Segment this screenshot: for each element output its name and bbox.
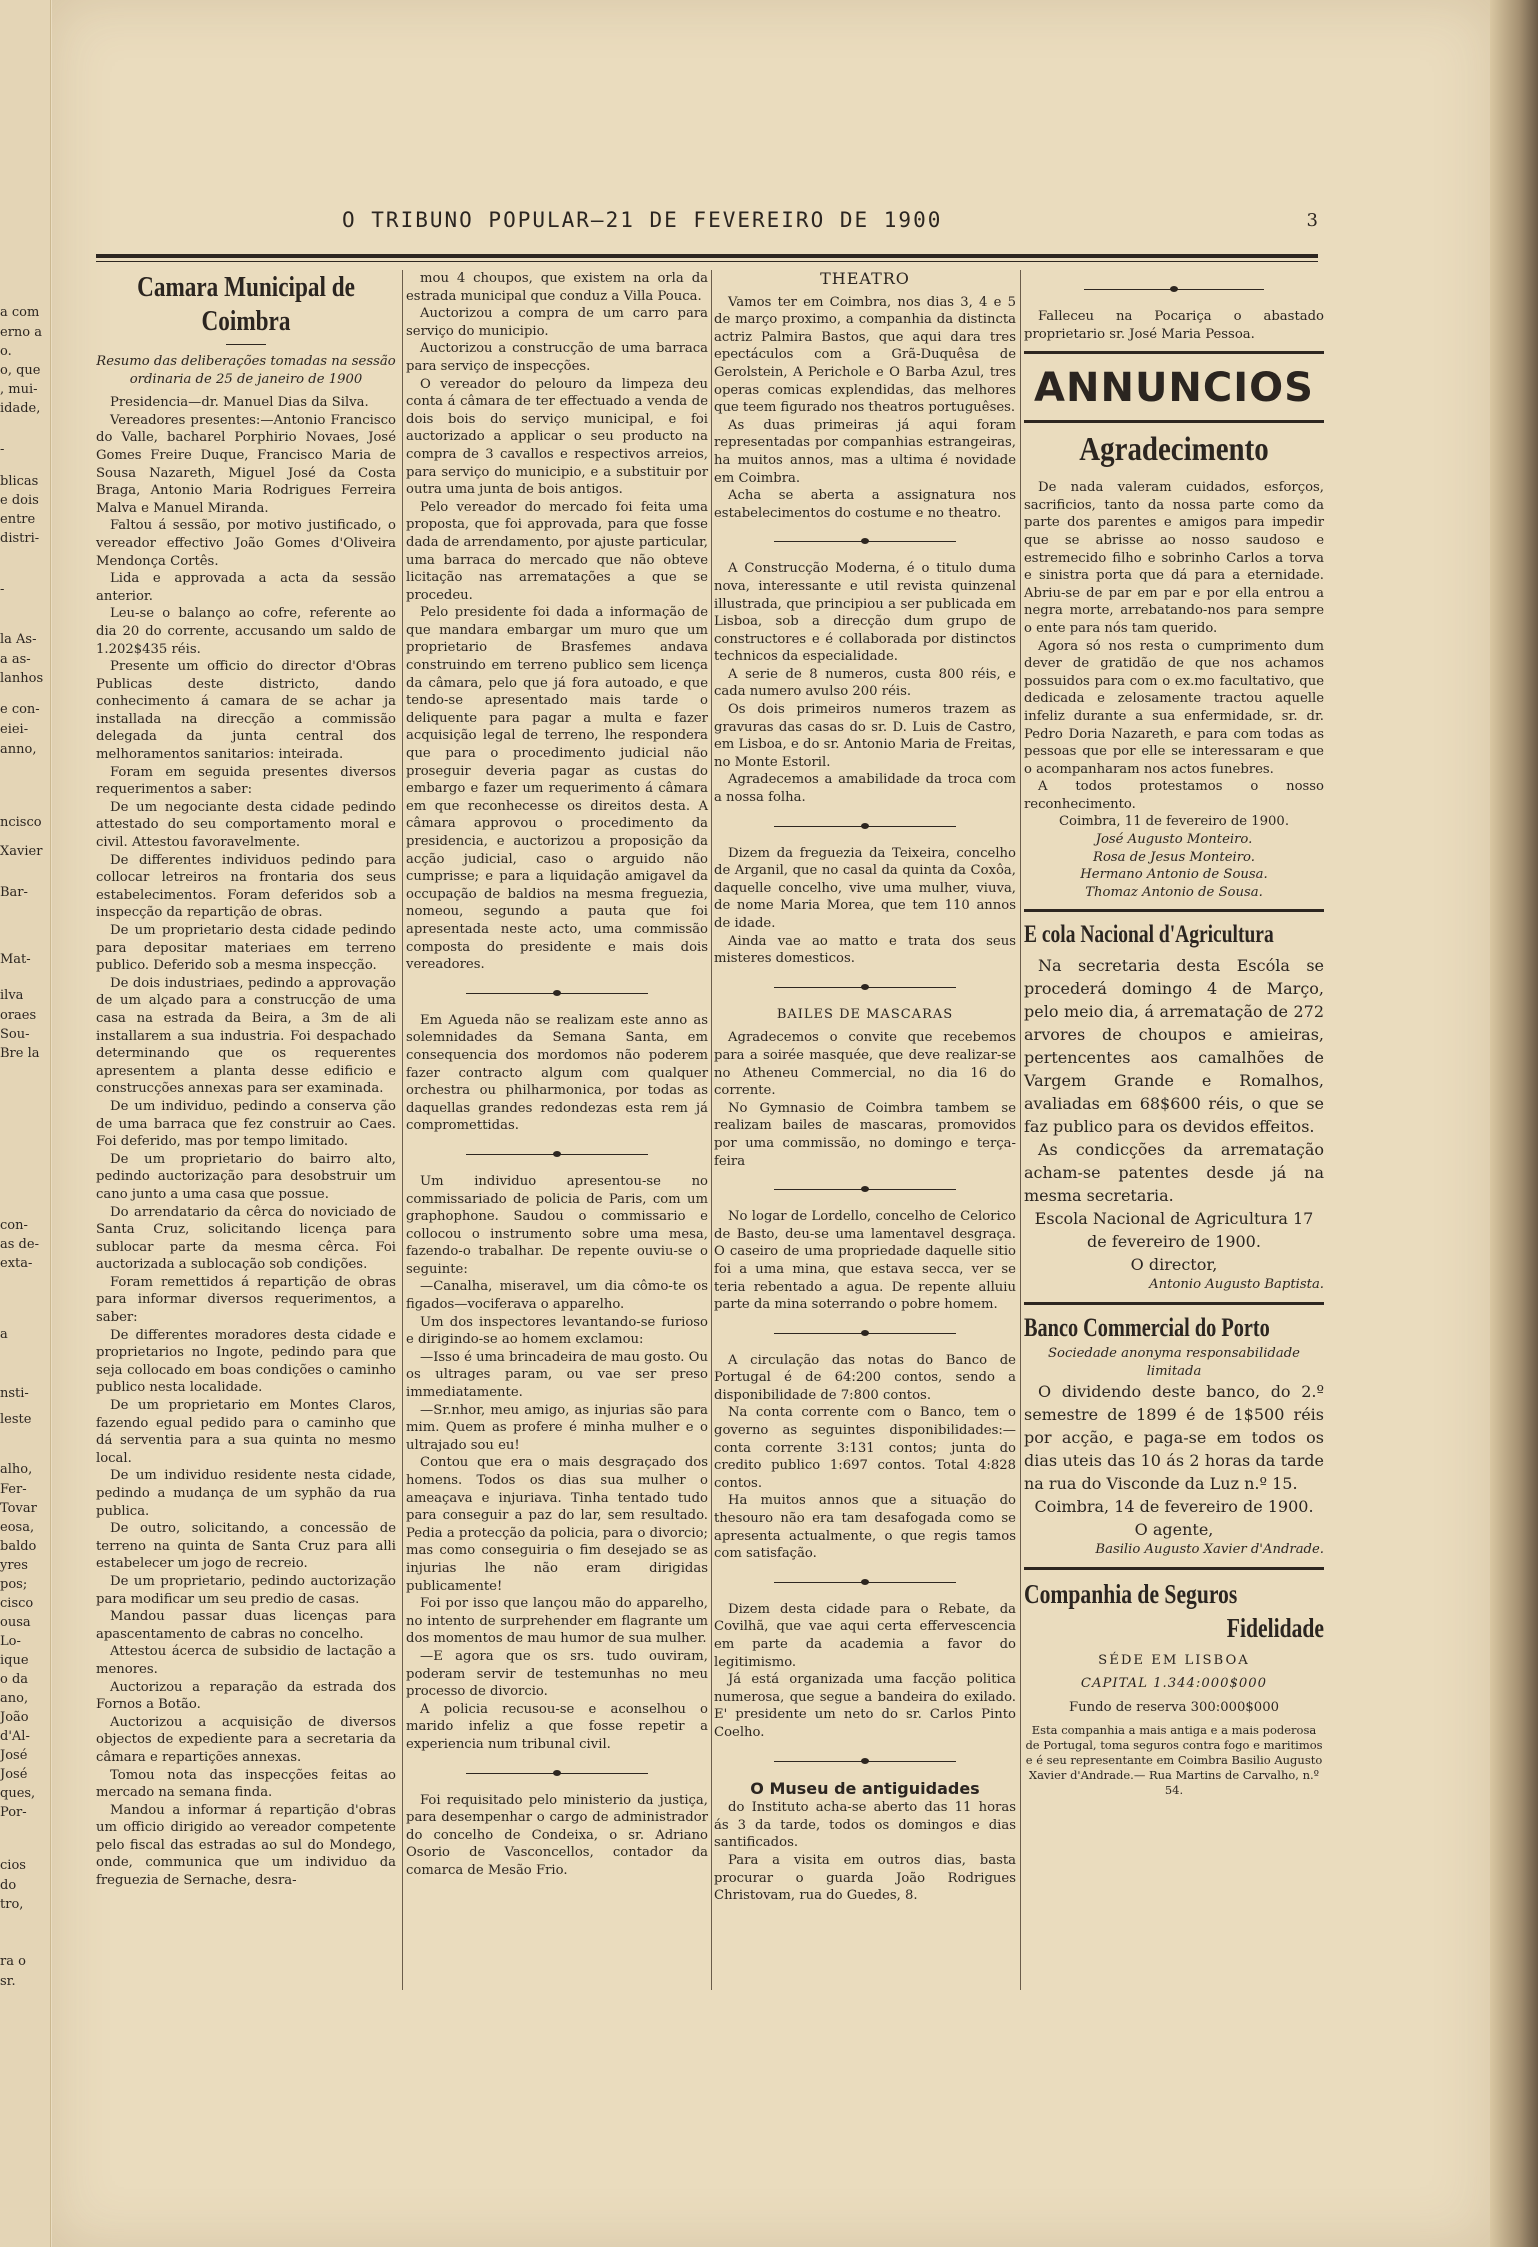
left-margin-fragment: eosa, — [0, 1520, 35, 1535]
left-margin-fragment: o. — [0, 344, 12, 359]
paragraph: A policia recusou-se e aconselhou o marido infeliz a que fosse repetir a experiencia num tribunal civil. — [406, 1701, 708, 1752]
left-margin-fragment: ncisco — [0, 815, 42, 830]
left-margin-fragment: anno, — [0, 742, 37, 757]
paragraph: De um proprietario, pedindo auctorização para modificar um seu predio de casas. — [96, 1573, 396, 1607]
column-camara — [96, 270, 396, 1890]
paragraph: Foram em seguida presentes diversos requerimentos a saber: — [96, 764, 396, 798]
page-edge-shadow — [1490, 0, 1538, 2247]
left-margin-fragment: as de- — [0, 1237, 39, 1252]
left-margin-fragment: José — [0, 1767, 28, 1782]
paragraph: De um individuo, pedindo a conserva ção de uma barraca que fez construir ao Caes. Foi deferido, mas por tempo limitado. — [96, 1098, 396, 1150]
paragraph: Ainda vae ao matto e trata dos seus misteres domesticos. — [714, 933, 1016, 967]
left-margin-fragment: o da — [0, 1672, 29, 1687]
left-margin-fragment: a com — [0, 305, 40, 320]
left-margin-fragment: ousa — [0, 1615, 31, 1630]
paragraph: Thomaz Antonio de Sousa. — [1085, 884, 1263, 900]
graphophone-article — [406, 1173, 708, 1754]
left-margin-fragment: pos; — [0, 1577, 28, 1592]
ad-rule — [1024, 1567, 1324, 1570]
agradecimento-body — [1024, 479, 1324, 813]
paragraph: Pelo presidente foi dada a informação de que mandara embargar um muro que um proprietario de Brasfemes andava construindo em terreno publico sem licença da câmara, pelo que já fora autoado, e que tendo-se apresentado mais tarde o deliquente para pagar a multa e fazer acquisição legal de terreno, lhe respondera que para o procedimento judicial não proseguir deveria pagar as custas do embargo e fazer um requerimento á câmara em que reconhecesse os direitos desta. A câmara approvou o procedimento da presidencia, e auctorizou a proposição da acção judicial, caso o arguido não cumprisse; e para a liquidação amigavel da occupação de baldios na mesma freguezia, nomeou, segundo a pauta que foi apresentada neste acto, uma commissão composta do presidente e mais dois vereadores. — [406, 605, 708, 973]
paragraph: Do arrendatario da cêrca do noviciado de Santa Cruz, solicitando licença para sublocar parte da mesma cêrca. Foi auctorizada a sublocação sob condições. — [96, 1204, 396, 1273]
paragraph: A Construcção Moderna, é o titulo duma nova, interessante e util revista quinzenal illustrada, que principiou a ser publicada em Lisboa, sob a direcção dum grupo de constructores e é collaborada por distinctos technicos da especialidade. — [714, 561, 1016, 665]
paragraph: Faltou á sessão, por motivo justificado, o vereador effectivo João Gomes d'Oliveira Mendonça Cortês. — [96, 518, 396, 569]
paragraph: No logar de Lordello, concelho de Celorico de Basto, deu-se uma lamentavel desgraça. O caseiro de uma propriedade daquelle sitio foi a uma mina, que estava secca, ver se teria rebentado a agua. De repente alluiu parte da mina soterrando o pobre homem. — [714, 1209, 1016, 1313]
separator — [714, 978, 1016, 996]
camara-body — [96, 394, 396, 1889]
construccao-article — [714, 560, 1016, 806]
companhia-sede: SÉDE EM LISBOA — [1098, 1652, 1250, 1668]
rebate-article — [714, 1601, 1016, 1742]
left-margin-fragment: Bre la — [0, 1046, 40, 1061]
left-margin-fragment: ilva — [0, 988, 24, 1003]
condeixa-article — [406, 1792, 708, 1880]
paragraph: Mandou passar duas licenças para apascentamento de cabras no concelho. — [96, 1609, 396, 1642]
left-margin-fragment: ique — [0, 1653, 29, 1668]
left-margin-fragment: entre — [0, 512, 36, 527]
obituary: Falleceu na Pocariça o abastado proprietario sr. José Maria Pessoa. — [1024, 309, 1324, 342]
left-margin-fragment: Tovar — [0, 1501, 37, 1516]
paragraph: Um individuo apresentou-se no commissariado de policia de Paris, com um graphophone. Saudou o commissario e collocou o instrumento sobre uma mesa, fazendo-o trabalhar. De repente ouviu-se o seguinte: — [406, 1173, 708, 1277]
camara-continuation — [406, 270, 708, 974]
page-number: 3 — [1306, 210, 1318, 231]
separator — [406, 1764, 708, 1782]
paragraph: Um dos inspectores levantando-se furioso e dirigindo-se ao homem exclamou: — [406, 1314, 708, 1348]
paragraph: Tomou nota das inspecções feitas ao mercado na semana finda. — [96, 1767, 396, 1801]
left-margin-fragment: yres — [0, 1558, 28, 1573]
banco-portugal-article — [714, 1352, 1016, 1563]
paragraph: De nada valeram cuidados, esforços, sacrificios, tanto da nossa parte como da parte dos parentes e amigos para impedir que se abrisse ao nosso saudoso e estremecido filho e sobrinho Carlos a torva e sinistra porta que dá para a eternidade. Abriu-se de par em par e por ella entrou a negra morte, arrebatando-nos para sempre o ente para nós tam querido. — [1024, 480, 1324, 636]
teixeira-article — [714, 845, 1016, 968]
paragraph: Já está organizada uma facção politica numerosa, que segue a bandeira do exilado. E' presidente um neto do sr. Carlos Pinto Coelho. — [714, 1672, 1016, 1740]
left-margin-fragment: nsti- — [0, 1386, 29, 1401]
separator — [406, 984, 708, 1002]
left-margin-fragment: leste — [0, 1412, 32, 1427]
masthead — [96, 208, 1318, 234]
paragraph: Acha se aberta a assignatura nos estabelecimentos do costume e no theatro. — [714, 488, 1016, 521]
paragraph: Na conta corrente com o Banco, tem o governo as seguintes disponibilidades:—conta corrente 3:131 contos; junta do credito publico 1:697 contos. Total 4:828 contos. — [714, 1405, 1016, 1491]
paragraph: Para a visita em outros dias, basta procurar o guarda João Rodrigues Christovam, rua do Guedes, 8. — [714, 1852, 1016, 1904]
paragraph: De um negociante desta cidade pedindo attestado do seu comportamento moral e civil. Attestou favoravelmente. — [96, 799, 396, 851]
paragraph: Lida e approvada a acta da sessão anterior. — [96, 571, 396, 604]
left-margin-fragment: Mat- — [0, 952, 31, 967]
separator — [714, 1752, 1016, 1770]
left-margin-fragment: Xavier — [0, 844, 43, 859]
left-margin-fragment: lanhos — [0, 671, 44, 686]
paragraph: De differentes moradores desta cidade e proprietarios no Ingote, pedindo para que seja collocado em boas condições o caminho publico nesta localidade. — [96, 1327, 396, 1396]
escola-signature: Antonio Augusto Baptista. — [1149, 1277, 1324, 1293]
paragraph: Mandou a informar á repartição d'obras um officio dirigido ao vereador competente pelo fiscal das estradas ao sul do Mondego, onde, communica que um individuo da freguezia de Sernache, desra- — [96, 1802, 396, 1889]
left-margin-fragment: - — [0, 442, 5, 457]
fidelidade-heading: Fidelidade — [1226, 1612, 1324, 1643]
left-margin-fragment: a as- — [0, 652, 31, 667]
left-margin-fragment: Fer- — [0, 1482, 27, 1497]
left-margin-fragment: Lo- — [0, 1634, 21, 1649]
paragraph: Foram remettidos á repartição de obras para informar diversos requerimentos, a saber: — [96, 1274, 396, 1326]
paragraph: Vereadores presentes:—Antonio Francisco do Valle, bacharel Porphirio Novaes, José Gomes Freire Duque, Francisco Maria de Sousa Nazareth, Miguel José da Costa Braga, Antonio Maria Rodrigues Ferreira Malva e Manuel Miranda. — [96, 412, 396, 516]
ad-rule — [1024, 420, 1324, 423]
separator — [714, 1573, 1016, 1591]
companhia-text: Esta companhia a mais antiga e a mais poderosa de Portugal, toma seguros contra fogo e maritimos e é seu representante em Coimbra Basilio Augusto Xavier d'Andrade.— Rua Martins de Carvalho, n.º 54. — [1025, 1722, 1323, 1797]
lordello-article — [714, 1208, 1016, 1314]
escola-role: O director, — [1130, 1255, 1218, 1275]
separator — [714, 817, 1016, 835]
left-margin-fragment: a — [0, 1327, 8, 1342]
paragraph: A circulação das notas do Banco de Portugal é de 64:200 contos, sendo a disponibilidade de 7:800 contos. — [714, 1352, 1016, 1403]
paragraph: Auctorizou a construcção de uma barraca para serviço de inspecções. — [406, 341, 708, 374]
left-margin-fragment: tro, — [0, 1897, 24, 1912]
left-margin-fragment: alho, — [0, 1462, 33, 1477]
paragraph: Foi por isso que lançou mão do apparelho, no intento de surprehender em flagrante um dos momentos de mau humor de sua mulher. — [406, 1596, 708, 1647]
agradecimento-date: Coimbra, 11 de fevereiro de 1900. — [1058, 814, 1290, 830]
left-margin-fragment: exta- — [0, 1256, 33, 1271]
paragraph: De um proprietario em Montes Claros, fazendo egual pedido para o caminho que dá serventia para a sua quinta no mesmo local. — [96, 1398, 396, 1466]
paragraph: A serie de 8 numeros, custa 800 réis, e cada numero avulso 200 réis. — [714, 666, 1016, 700]
agueda-article — [406, 1012, 708, 1135]
paragraph: Auctorizou a reparação da estrada dos Fornos a Botão. — [96, 1679, 396, 1713]
bailes-article — [714, 1029, 1016, 1170]
banco-role: O agente, — [1134, 1520, 1214, 1540]
banco-subtitle: Sociedade anonyma responsabilidade limitada — [1048, 1346, 1300, 1379]
column-annuncios — [1024, 270, 1324, 1798]
column-divider — [711, 270, 712, 1990]
paragraph: Agradecemos o convite que recebemos para a soirée masquée, que deve realizar-se no Atheneu Commercial, no dia 16 do corrente. — [714, 1030, 1016, 1099]
column-divider — [402, 270, 403, 1990]
left-margin-fragment: - — [0, 582, 5, 597]
paragraph: Agradecemos a amabilidade da troca com a nossa folha. — [714, 772, 1016, 806]
left-margin-fragment: , mui- — [0, 382, 38, 397]
escola-date: Escola Nacional de Agricultura 17 de fevereiro de 1900. — [1034, 1209, 1314, 1252]
heading-dash — [226, 344, 266, 345]
masthead-rule-thin — [96, 261, 1318, 262]
paragraph: Contou que era o mais desgraçado dos homens. Todos os dias sua mulher o ameaçava e injuriava. Tinha tentado tudo para conseguir a paz do lar, sem resultado. Pedia a protecção da policia, para o divorcio; mas como conseguiria o fim desejado se as injurias lhe não eram dirigidas publicamente! — [406, 1455, 708, 1594]
ad-rule — [1024, 1302, 1324, 1305]
left-margin-fragment: Bar- — [0, 885, 28, 900]
paragraph: Em Agueda não se realizam este anno as solemnidades da Semana Santa, em consequencia dos mordomos não poderem fazer contracto algum com qualquer orchestra ou philharmonica, por todas as daquellas grandes redondezas esta rem já compromettidas. — [406, 1012, 708, 1134]
agradecimento-signatures — [1024, 831, 1324, 901]
left-margin-fragment: o, que — [0, 363, 41, 378]
paragraph: No Gymnasio de Coimbra tambem se realizam bailes de mascaras, promovidos por uma commissão, no domingo e terça-feira — [714, 1100, 1016, 1169]
companhia-heading: Companhia de Seguros — [1024, 1578, 1238, 1609]
paragraph: Leu-se o balanço ao cofre, referente ao dia 20 do corrente, accusando um saldo de 1.202$435 réis. — [96, 606, 396, 657]
paragraph: Presidencia—dr. Manuel Dias da Silva. — [110, 395, 369, 411]
left-margin-fragment: sr. — [0, 1974, 16, 1989]
paragraph: O dividendo deste banco, do 2.º semestre de 1899 é de 1$500 réis por acção, e paga-se em todos os dias uteis das 10 ás 2 horas da tarde na rua do Visconde da Luz n.º 15. — [1024, 1382, 1324, 1494]
left-margin-fragment: con- — [0, 1218, 28, 1233]
paragraph: Pelo vereador do mercado foi feita uma proposta, que foi approvada, para que fosse dada de arrendamento, por ajuste particular, uma barraca do mercado que não obteve licitação nas arrematações a que se procedeu. — [406, 499, 708, 603]
left-page-bleed — [0, 0, 51, 2247]
paragraph: Hermano Antonio de Sousa. — [1080, 867, 1268, 883]
left-margin-fragment: blicas — [0, 474, 39, 489]
left-margin-fragment: José — [0, 1748, 28, 1763]
annuncios-heading: ANNUNCIOS — [1034, 365, 1314, 412]
left-margin-fragment: Por- — [0, 1805, 27, 1820]
paragraph: As condicções da arrematação acham-se patentes desde já na mesma secretaria. — [1024, 1140, 1324, 1206]
paragraph: Vamos ter em Coimbra, nos dias 3, 4 e 5 de março proximo, a companhia da distincta actriz Palmira Bastos, que aqui dara tres epectáculos com a Grã-Duquêsa de Gerolstein, A Perichole e O Barba Azul, tres operas comicas explendidas, das melhores que teem figurado nos theatros portuguêses. — [714, 294, 1016, 416]
paragraph: De outro, solicitando, a concessão de terreno na quinta de Santa Cruz para alli estabelecer um jogo de recreio. — [96, 1521, 396, 1572]
escola-body — [1024, 954, 1324, 1207]
paragraph: Auctorizou a compra de um carro para serviço do municipio. — [406, 306, 708, 339]
ad-rule — [1024, 351, 1324, 354]
paragraph: mou 4 choupos, que existem na orla da estrada municipal que conduz a Villa Pouca. — [406, 271, 708, 304]
paragraph: De um individuo residente nesta cidade, pedindo a mudança de um syphão da rua publica. — [96, 1468, 396, 1519]
paragraph: Auctorizou a acquisição de diversos objectos de expediente para a secretaria da câmara e repartições annexas. — [96, 1714, 396, 1765]
paragraph: Os dois primeiros numeros trazem as gravuras das casas do sr. D. Luis de Castro, em Lisboa, e do sr. Antonio Maria de Freitas, no Monte Estoril. — [714, 702, 1016, 770]
left-margin-fragment: d'Al- — [0, 1729, 30, 1744]
separator — [406, 1145, 708, 1163]
left-margin-fragment: cisco — [0, 1596, 34, 1611]
camara-heading: Camara Municipal de Coimbra — [137, 271, 355, 337]
paragraph: Foi requisitado pelo ministerio da justiça, para desempenhar o cargo de administrador do concelho de Condeixa, o sr. Adriano Osorio de Vasconcellos, contador da comarca de Mesão Frio. — [406, 1792, 708, 1878]
paragraph: Presente um officio do director d'Obras Publicas deste districto, dando conhecimento á camara de se achar ja installada na direcção a commissão delegada da junta central dos melhoramentos sanitarios: inteirada. — [96, 659, 396, 763]
column-three — [714, 270, 1016, 1905]
agradecimento-heading: Agradecimento — [1079, 431, 1269, 469]
camara-subtitle: Resumo das deliberações tomadas na sessão ordinaria de 25 de janeiro de 1900 — [96, 354, 396, 387]
left-margin-fragment: eiei- — [0, 722, 29, 737]
banco-date: Coimbra, 14 de fevereiro de 1900. — [1034, 1497, 1314, 1517]
paragraph: —E agora que os srs. tudo ouviram, poderam servir de testemunhas no meu processo de divorcio. — [406, 1648, 708, 1700]
theatro-article — [714, 294, 1016, 523]
paragraph: As duas primeiras já aqui foram representadas por companhias estrangeiras, ha muitos annos, mas a ultima é novidade em Coimbra. — [714, 417, 1016, 486]
escola-heading: E cola Nacional d'Agricultura — [1024, 921, 1274, 949]
paragraph: Rosa de Jesus Monteiro. — [1093, 849, 1255, 865]
museu-article — [714, 1799, 1016, 1905]
left-margin-fragment: la As- — [0, 632, 37, 647]
left-margin-fragment: e con- — [0, 702, 40, 717]
left-margin-fragment: ra o — [0, 1954, 26, 1969]
separator — [1024, 280, 1324, 298]
paragraph: do Instituto acha-se aberto das 11 horas ás 3 da tarde, todos os domingos e dias santificados. — [714, 1800, 1016, 1851]
paragraph: —Isso é uma brincadeira de mau gosto. Ou os ultrages param, ou vae ser preso immediatamente. — [406, 1349, 708, 1401]
left-margin-fragment: ques, — [0, 1786, 36, 1801]
paragraph: A todos protestamos o nosso reconhecimento. — [1024, 779, 1324, 812]
column-two — [406, 270, 708, 1879]
left-margin-fragment: do — [0, 1878, 17, 1893]
paragraph: De differentes individuos pedindo para collocar letreiros na frontaria dos seus estabelecimentos. Foram deferidos sob a inspecção da repartição de obras. — [96, 852, 396, 921]
paragraph: Dizem desta cidade para o Rebate, da Covilhã, que vae aqui certa effervescencia em parte da academia a favor do legitimismo. — [714, 1601, 1016, 1670]
companhia-capital: CAPITAL 1.344:000$000 — [1080, 1676, 1268, 1692]
paragraph: —Sr.nhor, meu amigo, as injurias são para mim. Quem as profere é minha mulher e o ultrajado sou eu! — [406, 1402, 708, 1453]
banco-heading: Banco Commercial do Porto — [1024, 1313, 1270, 1343]
left-margin-fragment: e dois — [0, 493, 39, 508]
paragraph: O vereador do pelouro da limpeza deu conta á câmara de ter effectuado a venda de dois bois do serviço municipal, e foi auctorizado a applicar o seu producto na compra de 3 cavallos e respectivos arreios, para serviço do municipio, e a substituir por outra uma junta de bois antigos. — [406, 376, 708, 498]
masthead-rule — [96, 254, 1318, 258]
companhia-fundo: Fundo de reserva 300:000$000 — [1069, 1700, 1279, 1715]
paragraph: Agora só nos resta o cumprimento dum dever de gratidão de que nos achamos possuidos para com o ex.mo facultativo, que dedicada e zelosamente tractou aquelle infeliz durante a sua enfermidade, sr. dr. Pedro Doria Nazareth, e para com todas as pessoas que por elle se interessaram e que o acompanharam nos actos funebres. — [1024, 638, 1324, 777]
paragraph: Ha muitos annos que a situação do thesouro não era tam desafogada como se apresenta actualmente, o que regis tamos com satisfação. — [714, 1493, 1016, 1562]
left-margin-fragment: baldo — [0, 1539, 37, 1554]
paragraph: De um proprietario desta cidade pedindo para depositar materiaes em terreno publico. Deferido sob a mesma inspecção. — [96, 923, 396, 974]
column-divider — [1020, 270, 1021, 1990]
left-margin-fragment: João — [0, 1710, 29, 1725]
left-margin-fragment: distri- — [0, 531, 40, 546]
banco-body — [1024, 1380, 1324, 1495]
paragraph: Dizem da freguezia da Teixeira, concelho de Arganil, que no casal da quinta da Coxôa, daquelle concelho, vive uma mulher, viuva, de nome Maria Morea, que tem 110 annos de idade. — [714, 845, 1016, 931]
bailes-heading: BAILES DE MASCARAS — [776, 1006, 954, 1022]
separator — [714, 1324, 1016, 1342]
separator — [714, 1180, 1016, 1198]
separator — [714, 532, 1016, 550]
ad-rule — [1024, 909, 1324, 912]
theatro-heading: THEATRO — [820, 269, 910, 288]
paragraph: José Augusto Monteiro. — [1095, 832, 1253, 848]
museu-heading: O Museu de antiguidades — [750, 1778, 980, 1798]
paragraph: De um proprietario do bairro alto, pedindo auctorização para desobstruir um cano junto a uma casa que possue. — [96, 1151, 396, 1202]
left-margin-fragment: cios — [0, 1858, 26, 1873]
left-margin-fragment: Sou- — [0, 1027, 30, 1042]
paragraph: Na secretaria desta Escóla se procederá domingo 4 de Março, pelo meio dia, á arrematação de 272 arvores de choupos e amieiras, pertencentes aos camalhões de Vargem Grande e Romalhos, avaliadas em 68$600 réis, o que se faz publico para os devidos effeitos. — [1024, 956, 1324, 1137]
paragraph: —Canalha, miseravel, um dia cômo-te os figados—vociferava o apparelho. — [406, 1279, 708, 1313]
masthead-title: O TRIBUNO POPULAR—21 DE FEVEREIRO DE 1900 — [342, 208, 943, 232]
left-margin-fragment: oraes — [0, 1008, 37, 1023]
banco-signature: Basilio Augusto Xavier d'Andrade. — [1095, 1542, 1324, 1558]
paragraph: Attestou ácerca de subsidio de lactação a menores. — [96, 1644, 396, 1677]
left-margin-fragment: erno a — [0, 325, 42, 340]
paragraph: De dois industriaes, pedindo a approvação de um alçado para a construcção de uma casa na estrada da Beira, a 3m de ali installarem a sua industria. Foi despachado determinando que os requerentes apresentem a planta desse edificio e construcções annexas para ser examinada. — [96, 975, 396, 1097]
left-margin-fragment: ano, — [0, 1691, 29, 1706]
left-margin-fragment: idade, — [0, 401, 41, 416]
